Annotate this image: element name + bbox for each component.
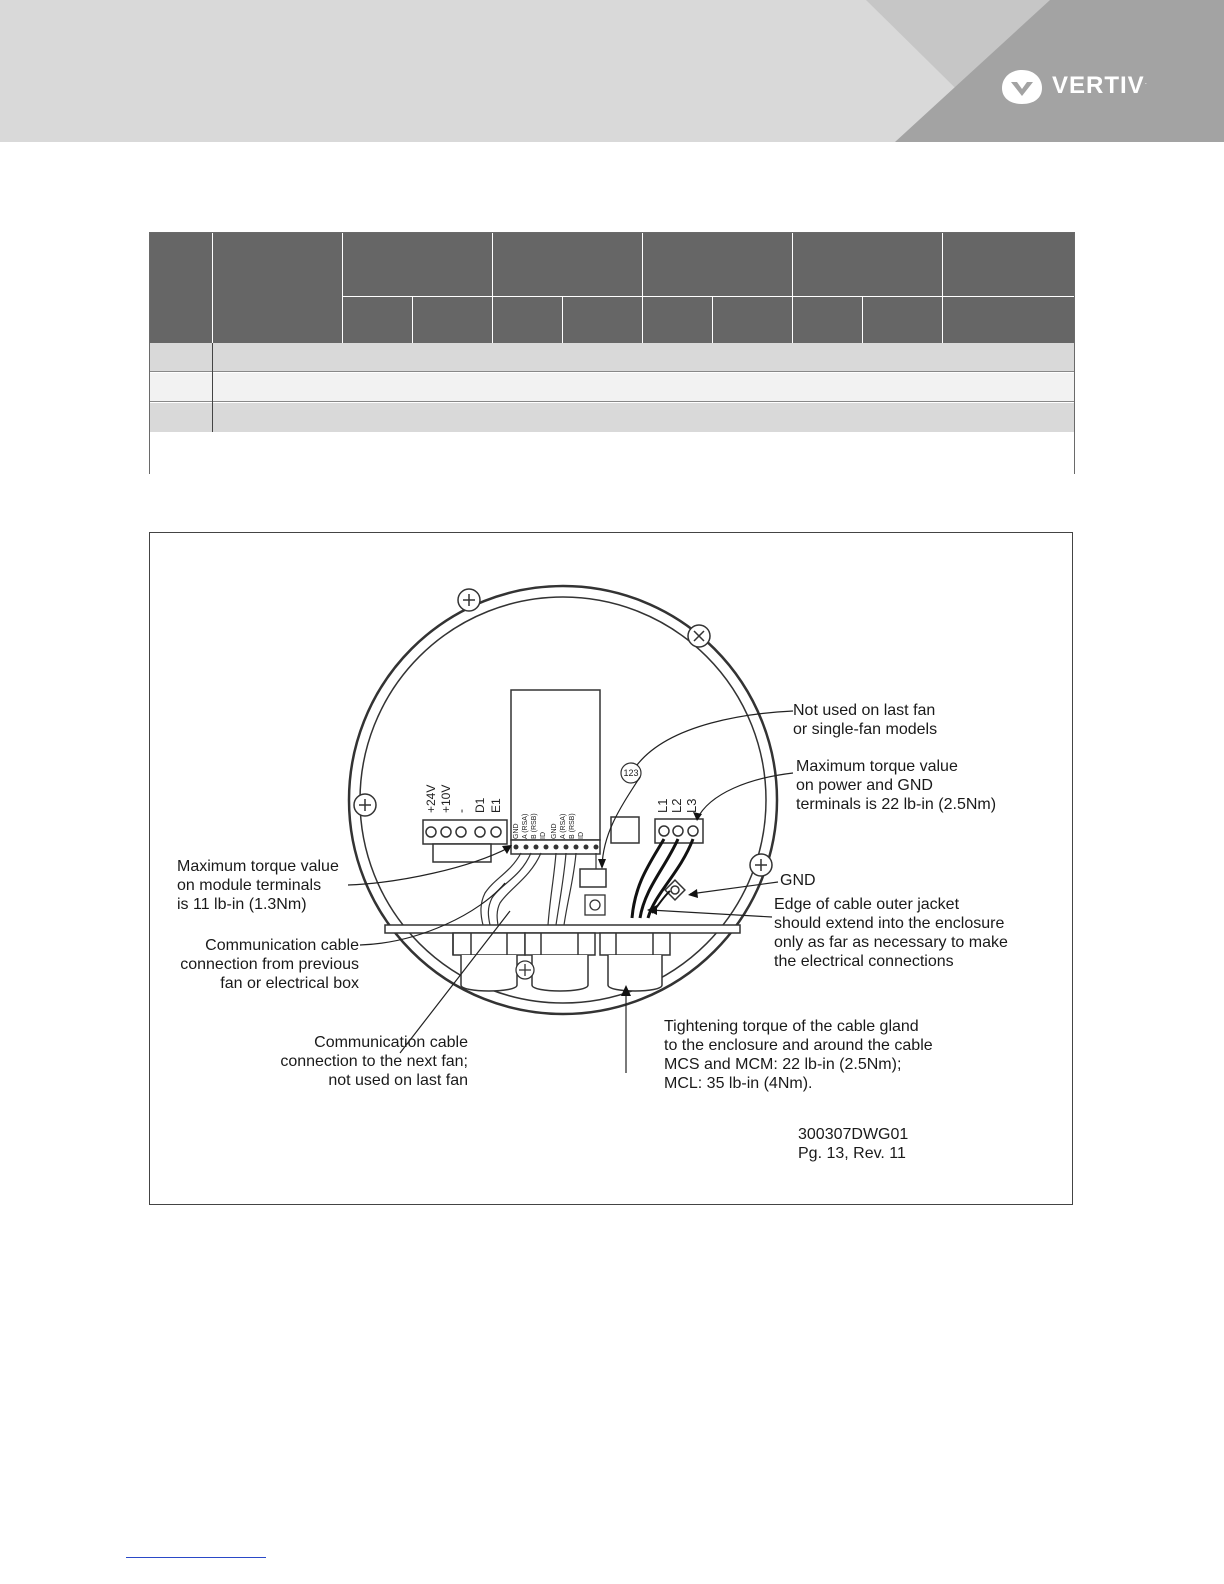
label-line: Communication cable — [205, 937, 359, 954]
jumper-connector — [580, 869, 606, 887]
label-not-used-last-fan — [793, 701, 937, 739]
header-subdivider — [343, 296, 1074, 297]
power-terminal-screws — [659, 826, 698, 836]
screw-right-top — [688, 625, 710, 647]
screw-right — [750, 854, 772, 876]
drawing-id: 300307DWG01 — [798, 1126, 909, 1143]
label-line: MCL: 35 lb-in (4Nm). — [664, 1075, 813, 1092]
label-line: the electrical connections — [774, 953, 954, 970]
wiring-diagram — [149, 532, 1073, 1205]
bus-terminal-label: GND — [513, 823, 520, 839]
gland-plate-screw — [585, 895, 605, 915]
table-row — [150, 403, 1074, 432]
label-line: only as far as necessary to make — [774, 934, 1008, 951]
label-line: connection to the next fan; — [280, 1053, 468, 1070]
vertiv-logo — [1000, 68, 1150, 106]
bus-terminal-label: B (RSB) — [531, 813, 538, 839]
label-drawing-id — [798, 1125, 908, 1163]
power-terminal-label: L1 — [655, 798, 670, 813]
cable-gland-right — [600, 933, 670, 991]
bus-terminal-label: GND — [551, 823, 558, 839]
bus-terminal-label: B (RSB) — [569, 813, 576, 839]
square-component — [611, 817, 639, 843]
header-divider — [492, 233, 493, 343]
header-divider — [342, 233, 343, 343]
subheader-divider — [862, 296, 863, 343]
bus-terminal-label: ID — [540, 832, 547, 839]
power-cables — [632, 839, 693, 918]
module-terminal-pins — [514, 845, 599, 850]
left-terminal-label: E1 — [489, 798, 503, 813]
header-divider — [792, 233, 793, 343]
page-revision: Pg. 13, Rev. 11 — [798, 1145, 906, 1162]
subheader-divider — [712, 296, 713, 343]
dip-switch-label: 123 — [623, 768, 639, 778]
cable-gland-left — [453, 933, 525, 991]
left-terminal-label: +24V — [424, 784, 438, 813]
label-line: or single-fan models — [793, 721, 938, 738]
left-terminal-label: D1 — [473, 797, 487, 813]
footer-link-underline[interactable] — [126, 1557, 266, 1558]
label-max-torque-module — [177, 857, 339, 914]
header-divider — [942, 233, 943, 343]
label-line: Edge of cable outer jacket — [774, 896, 960, 913]
label-line: should extend into the enclosure — [774, 915, 1005, 932]
label-line: Tightening torque of the cable gland — [664, 1018, 919, 1035]
left-terminal-label: +10V — [439, 784, 453, 813]
subheader-divider — [412, 296, 413, 343]
header-divider — [212, 233, 213, 343]
table-footnote-row — [150, 432, 1074, 474]
table-row — [150, 343, 1074, 372]
label-line: MCS and MCM: 22 lb-in (2.5Nm); — [664, 1056, 902, 1073]
label-line: Not used on last fan — [793, 702, 936, 719]
label-line: to the enclosure and around the cable — [664, 1037, 933, 1054]
label-max-torque-power — [796, 757, 996, 814]
logo-wordmark — [1052, 72, 1147, 100]
spec-table — [149, 232, 1075, 474]
label-line: Maximum torque value — [177, 858, 339, 875]
gland-bottom-screw — [516, 961, 534, 979]
label-comm-next — [250, 1033, 468, 1090]
power-terminal-label: L3 — [684, 798, 699, 813]
label-line: on power and GND — [796, 777, 933, 794]
subheader-divider — [562, 296, 563, 343]
label-line: Maximum torque value — [796, 758, 958, 775]
enclosure-bottom-plate — [385, 925, 740, 933]
label-line: connection from previous — [180, 956, 359, 973]
bus-terminal-label: A (RSA) — [522, 813, 529, 839]
label-line: fan or electrical box — [220, 975, 359, 992]
trademark-mark: . — [1144, 77, 1147, 86]
screw-top — [458, 589, 480, 611]
label-line: on module terminals — [177, 877, 322, 894]
power-terminal-label: L2 — [669, 798, 684, 813]
label-line: is 11 lb-in (1.3Nm) — [177, 896, 307, 913]
table-header — [150, 233, 1074, 343]
communication-cables — [481, 853, 576, 925]
page-header — [0, 0, 1224, 142]
left-terminal-labels — [424, 785, 503, 813]
label-line: terminals is 22 lb-in (2.5Nm) — [796, 796, 997, 813]
power-terminal-labels — [655, 799, 699, 813]
cable-gland-middle — [525, 933, 595, 991]
label-gnd — [780, 871, 816, 890]
bus-terminal-label: A (RSA) — [560, 813, 567, 839]
bus-terminal-label: ID — [578, 832, 585, 839]
label-gland-torque — [664, 1017, 933, 1093]
vertiv-logo-icon — [1000, 68, 1044, 106]
header-divider — [642, 233, 643, 343]
left-terminal-label: - — [454, 809, 468, 813]
table-row — [150, 373, 1074, 402]
label-line: GND — [780, 872, 816, 889]
label-line: Communication cable — [314, 1034, 468, 1051]
label-cable-jacket — [774, 895, 1008, 971]
label-line: not used on last fan — [328, 1072, 468, 1089]
brand-name: VERTIV — [1052, 72, 1145, 99]
screw-left — [354, 794, 376, 816]
label-comm-previous — [160, 936, 359, 993]
row-label-divider — [212, 343, 213, 432]
